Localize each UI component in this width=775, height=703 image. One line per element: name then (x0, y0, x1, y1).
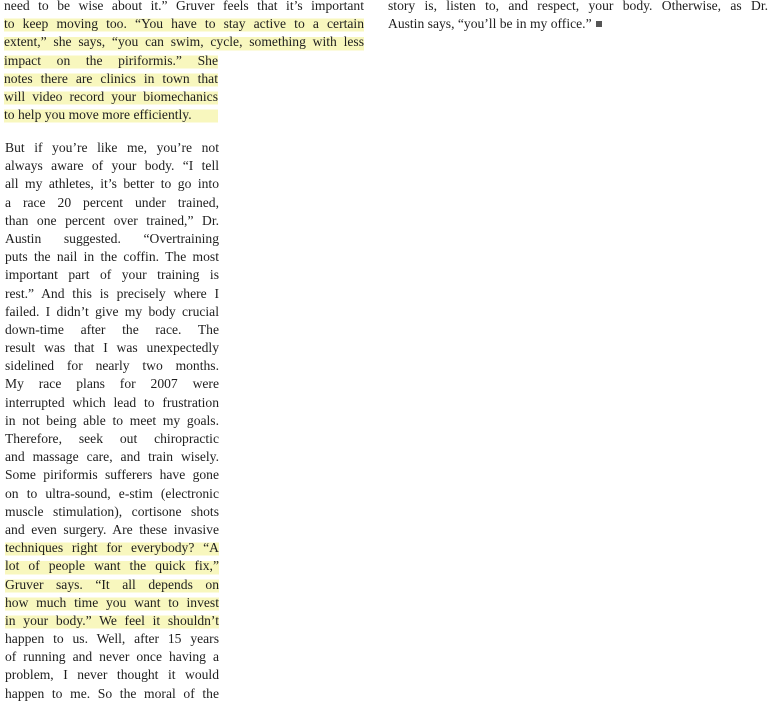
text-line: Austin suggested. “Overtraining (5, 230, 219, 246)
text-line: My race plans for 2007 were (5, 376, 219, 392)
text-line: happen to us. Well, after 15 years (5, 631, 219, 647)
text-line: need to be wise about it.” Gruver feels that it’s important (4, 0, 364, 13)
article-column-left-narrow (5, 139, 219, 703)
text-line: down-time after the race. The (5, 321, 219, 337)
text-line: Therefore, seek out chiropractic (5, 431, 219, 446)
text-line: interrupted which lead to frustration (5, 394, 219, 410)
text-line-final (388, 15, 768, 33)
text-line-highlighted: impact on the piriformis.” She (4, 52, 218, 70)
text-line: rest.” And this is precisely where I (5, 285, 219, 301)
text-line-highlighted: in your body.” We feel it shouldn’t (5, 612, 219, 630)
text-line-highlighted: techniques right for everybody? “A (5, 539, 219, 557)
text-line: always aware of your body. “I tell (5, 158, 219, 174)
text-line: result was that I was unexpectedly (5, 340, 219, 356)
text-line-highlighted: to help you move more efficiently. (4, 106, 218, 124)
text-line: a race 20 percent under trained, (5, 194, 219, 210)
text-line: and massage care, and train wisely. (5, 449, 219, 465)
text-line: muscle stimulation), cortisone shots (5, 503, 219, 519)
text-line: problem, I never thought it would (5, 667, 219, 683)
paragraph-gruver-advice (4, 0, 364, 124)
text-line-highlighted: notes there are clinics in town that (4, 70, 218, 88)
text-line-highlighted: will video record your biomechanics (4, 88, 218, 106)
article-column-right (388, 0, 768, 33)
text-line: But if you’re like me, you’re not (5, 140, 219, 155)
article-column-left-top (4, 0, 364, 124)
text-line-highlighted: Gruver says. “It all depends on (5, 576, 219, 594)
end-of-article-mark (596, 21, 602, 27)
text-line-highlighted: how much time you want to invest (5, 594, 219, 612)
final-line-text: Austin says, “you’ll be in my office.” (388, 16, 592, 32)
text-line: on to ultra-sound, e-stim (electronic (5, 485, 219, 501)
text-line-highlighted: lot of people want the quick fix,” (5, 557, 219, 575)
paragraph-overtraining (5, 139, 219, 703)
text-line: Some piriformis sufferers have gone (5, 467, 219, 483)
paragraph-moral (388, 0, 768, 33)
text-line: puts the nail in the coffin. The most (5, 249, 219, 265)
text-line: sidelined for nearly two months. (5, 358, 219, 374)
text-line: happen to me. So the moral of the (5, 685, 219, 701)
text-line: all my athletes, it’s better to go into (5, 176, 219, 192)
text-line: important part of your training is (5, 267, 219, 283)
text-line: failed. I didn’t give my body crucial (5, 303, 219, 319)
text-line: story is, listen to, and respect, your body. Otherwise, as Dr. (388, 0, 768, 13)
text-line: of running and never once having a (5, 649, 219, 665)
text-line: than one percent over trained,” Dr. (5, 212, 219, 228)
text-line-highlighted: to keep moving too. “You have to stay active to a certain (4, 15, 364, 33)
text-line-highlighted: extent,” she says, “you can swim, cycle, something with less (4, 33, 364, 51)
text-line: in not being able to meet my goals. (5, 412, 219, 428)
text-line: and even surgery. Are these invasive (5, 521, 219, 537)
